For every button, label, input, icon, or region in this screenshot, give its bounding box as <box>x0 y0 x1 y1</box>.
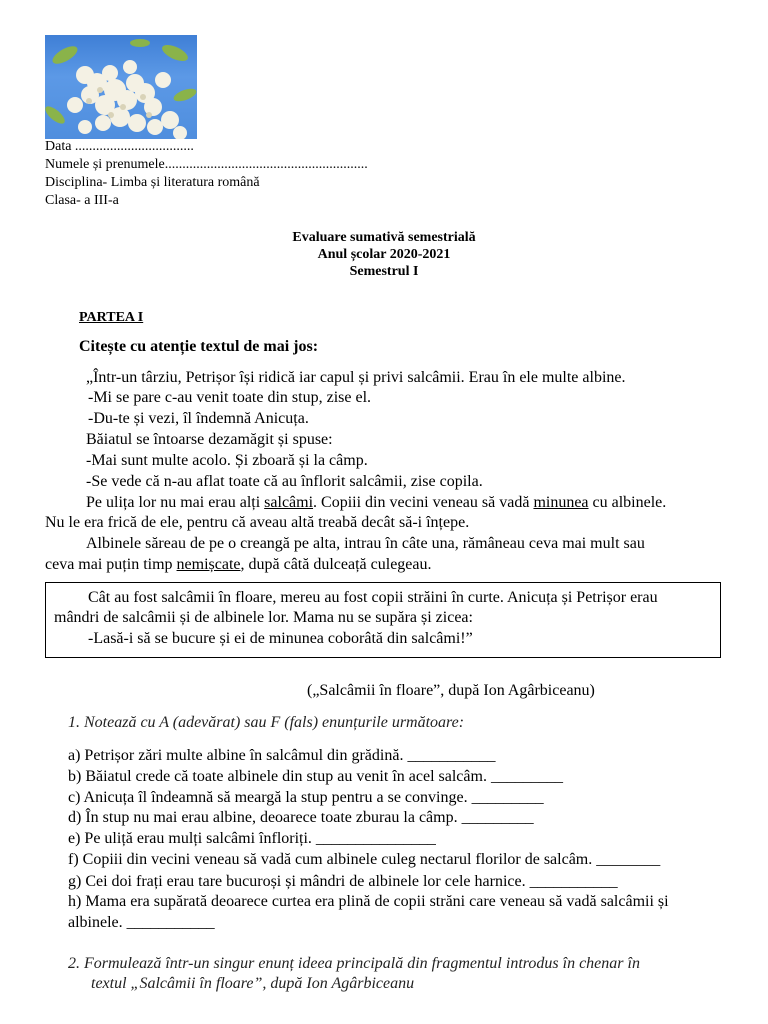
underlined-word: minunea <box>533 494 589 511</box>
text-line: Nu le era frică de ele, pentru că aveau altă treabă decât să-i înțepe. <box>45 514 470 531</box>
text-line: -Mai sunt multe acolo. Și zboară și la câmp. <box>86 452 368 469</box>
class-field: Clasa- a III-a <box>45 193 119 208</box>
statement-a: a) Petrișor zări multe albine în salcâmul din grădină. ___________ <box>68 747 496 764</box>
statement-b: b) Băiatul crede că toate albinele din stup au venit în acel salcâm. _________ <box>68 768 563 785</box>
question-2: 2. Formulează într-un singur enunț ideea principală din fragmentul introdus în chenar în <box>68 955 640 972</box>
text-line: -Se vede că n-au aflat toate că au înflorit salcâmii, zise copila. <box>86 473 483 490</box>
reading-instruction: Citește cu atenție textul de mai jos: <box>79 338 319 355</box>
text-source: („Salcâmii în floare”, după Ion Agârbiceanu) <box>307 682 595 699</box>
evaluation-title: Evaluare sumativă semestrială <box>292 230 476 245</box>
statement-h: h) Mama era supărată deoarece curtea era plină de copii străni care veneau să vadă salcâmii și <box>68 893 669 910</box>
box-line: mândri de salcâmii și de albinele lor. Mama nu se supăra și zicea: <box>54 609 473 626</box>
statement-c: c) Anicuța îl îndeamnă să meargă la stup pentru a se convinge. _________ <box>68 789 544 806</box>
box-line: -Lasă-i să se bucure și ei de minunea coborâtă din salcâmi!” <box>88 630 473 647</box>
statement-h-continued: albinele. ___________ <box>68 914 215 931</box>
text-segment: , după câtă dulceață culegeau. <box>240 556 432 573</box>
text-segment: . Copiii din vecini veneau să vadă <box>313 494 534 511</box>
text-line: -Du-te și vezi, îl îndemnă Anicuța. <box>88 410 309 427</box>
text-segment: Pe ulița lor nu mai erau alți <box>86 494 265 511</box>
statement-e: e) Pe uliță erau mulți salcâmi înfloriți. _______________ <box>68 830 436 847</box>
text-line <box>45 556 432 574</box>
underlined-word: salcâmi <box>264 494 314 511</box>
text-segment: cu albinele. <box>588 494 667 511</box>
school-year: Anul școlar 2020-2021 <box>317 247 451 262</box>
part-heading: PARTEA I <box>79 310 144 325</box>
date-field: Data .................................. <box>45 139 194 154</box>
box-line: Cât au fost salcâmii în floare, mereu au fost copii străini în curte. Anicuța și Petrișor erau <box>88 589 658 606</box>
question-1: 1. Notează cu A (adevărat) sau F (fals) enunțurile următoare: <box>68 714 465 731</box>
text-segment: ceva mai puțin timp <box>45 556 177 573</box>
statement-f: f) Copiii din vecini veneau să vadă cum albinele culeg nectarul florilor de salcâm. ________ <box>68 851 661 868</box>
acacia-flowers-photo <box>45 35 197 139</box>
text-line: Albinele săreau de pe o creangă pe alta, intrau în câte una, rămâneau ceva mai mult sau <box>86 535 645 552</box>
statement-g: g) Cei doi frați erau tare bucuroși și mândri de albinele lor cele harnice. ___________ <box>68 873 618 890</box>
text-line: Băiatul se întoarse dezamăgit și spuse: <box>86 431 333 448</box>
text-line: -Mi se pare c-au venit toate din stup, zise el. <box>88 389 372 406</box>
subject-field: Disciplina- Limba și literatura română <box>45 175 260 190</box>
question-2-continued: textul „Salcâmii în floare”, după Ion Agârbiceanu <box>91 975 415 992</box>
name-field: Numele și prenumele.......................................................... <box>45 157 368 172</box>
text-line <box>86 494 666 512</box>
underlined-word: nemișcate <box>176 556 241 573</box>
statement-d: d) În stup nu mai erau albine, deoarece toate zburau la câmp. _________ <box>68 809 534 826</box>
semester: Semestrul I <box>349 264 419 279</box>
text-line: „Într-un târziu, Petrișor își ridică iar capul și privi salcâmii. Erau în ele multe albine. <box>86 369 626 386</box>
